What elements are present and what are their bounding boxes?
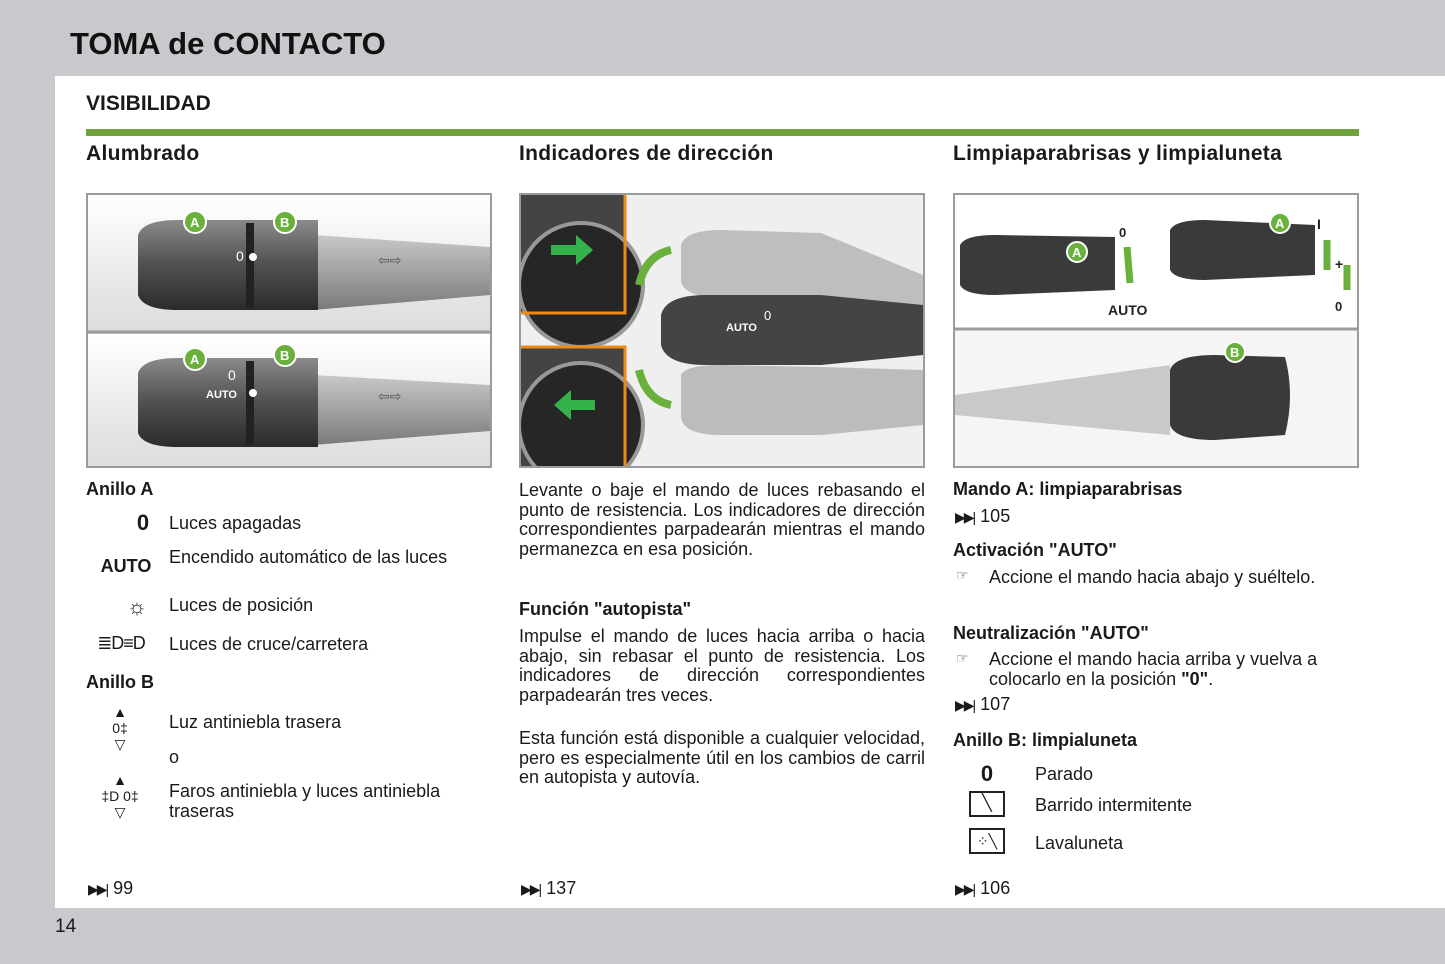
svg-text:+: + xyxy=(1335,256,1344,272)
rear-wiper-item: Barrido intermitente xyxy=(1035,795,1193,815)
rear-wiper-item: Parado xyxy=(1035,764,1094,784)
ring-b-item: Faros antiniebla y luces antiniebla traseras xyxy=(169,781,441,821)
svg-text:B: B xyxy=(1230,345,1240,360)
svg-text:B: B xyxy=(280,215,290,230)
ring-b-item: Luz antiniebla trasera xyxy=(169,712,342,732)
highway-function-text: Impulse el mando de luces hacia arriba o hacia abajo, sin rebasar el punto de resistencia. Los indicadores de dirección correspondientes parpadearán tres veces. xyxy=(519,626,925,705)
ring-b-label: Anillo B xyxy=(86,672,154,692)
hand-pointer-icon: ☞ xyxy=(956,650,969,666)
headlight-icon: ≣D≡D xyxy=(97,633,145,653)
page-ref: ▶▶| 106 xyxy=(955,878,1011,898)
svg-text:AUTO: AUTO xyxy=(726,322,757,334)
rear-fog-icon: ▲ 0‡ ▽ xyxy=(112,704,128,752)
svg-text:0: 0 xyxy=(236,248,244,264)
sidelight-icon: ☼ xyxy=(126,594,148,619)
col3-heading: Limpiaparabrisas y limpialuneta xyxy=(953,142,1283,165)
ref-arrow-icon: ▶▶| xyxy=(955,697,975,713)
ref-arrow-icon: ▶▶| xyxy=(521,881,541,897)
highway-function-text-2: Esta función está disponible a cualquier velocidad, pero es especialmente útil en los cambios de carril en autopista y autovía. xyxy=(519,728,925,787)
lighting-figure xyxy=(86,193,492,468)
ref-arrow-icon: ▶▶| xyxy=(955,881,975,897)
svg-text:A: A xyxy=(190,352,200,367)
lighting-stalk-illustration xyxy=(88,195,490,466)
svg-text:0: 0 xyxy=(228,367,236,383)
svg-text:⇦⇨: ⇦⇨ xyxy=(378,253,402,269)
ring-a-item: Luces de posición xyxy=(169,595,314,615)
col1-heading: Alumbrado xyxy=(86,142,200,165)
svg-text:A: A xyxy=(1275,216,1285,231)
page-ref: ▶▶| 105 xyxy=(955,506,1011,526)
ring-a-item: Luces apagadas xyxy=(169,513,302,533)
ring-a-item: Encendido automático de las luces xyxy=(169,547,448,567)
wiper-control-label: Mando A: limpiaparabrisas xyxy=(953,479,1183,499)
rear-wiper-label: Anillo B: limpialuneta xyxy=(953,730,1138,750)
svg-text:0: 0 xyxy=(1119,225,1127,240)
ref-arrow-icon: ▶▶| xyxy=(955,509,975,525)
svg-text:AUTO: AUTO xyxy=(1108,302,1148,318)
section-divider xyxy=(86,129,1359,136)
auto-activation-label: Activación "AUTO" xyxy=(953,540,1117,560)
auto-deactivation-text: Accione el mando hacia arriba y vuelva a colocarlo en la posición "0". xyxy=(989,649,1318,689)
svg-text:AUTO: AUTO xyxy=(206,389,237,401)
indicator-stalk-illustration xyxy=(521,195,923,466)
ring-a-label: Anillo A xyxy=(86,479,154,499)
auto-deactivation-label: Neutralización "AUTO" xyxy=(953,623,1149,643)
section-title: VISIBILIDAD xyxy=(86,92,211,115)
col2-heading: Indicadores de dirección xyxy=(519,142,774,165)
page-number: 14 xyxy=(55,916,77,937)
page-ref: ▶▶| 107 xyxy=(955,694,1011,714)
svg-text:B: B xyxy=(280,348,290,363)
svg-text:I: I xyxy=(1317,216,1321,232)
svg-text:A: A xyxy=(1072,245,1082,260)
hand-pointer-icon: ☞ xyxy=(956,567,969,583)
page-ref: ▶▶| 137 xyxy=(521,878,577,898)
zero-icon: 0 xyxy=(980,761,994,786)
rear-wiper-item: Lavaluneta xyxy=(1035,833,1124,853)
ref-arrow-icon: ▶▶| xyxy=(88,881,108,897)
ring-b-item: o xyxy=(169,747,180,767)
zero-icon: 0 xyxy=(136,510,150,535)
highway-function-label: Función "autopista" xyxy=(519,599,692,619)
wiper-stalk-illustration xyxy=(955,195,1357,466)
col2-intro: Levante o baje el mando de luces rebasando el punto de resistencia. Los indicadores de dirección correspondientes parpadearán mientras el mando permanezca en esa posición. xyxy=(519,480,925,559)
ring-a-item: Luces de cruce/carretera xyxy=(169,634,369,654)
washer-icon: ⁘╲ xyxy=(969,828,1005,854)
indicators-figure xyxy=(519,193,925,468)
page-ref: ▶▶| 99 xyxy=(88,878,134,898)
wipers-figure xyxy=(953,193,1359,468)
svg-text:0: 0 xyxy=(764,308,772,323)
front-rear-fog-icon: ▲ ‡D 0‡ ▽ xyxy=(101,772,139,820)
wiper-icon: ╲ xyxy=(969,791,1005,817)
auto-icon: AUTO xyxy=(100,556,152,576)
auto-activation-text: Accione el mando hacia abajo y suéltelo. xyxy=(989,567,1316,587)
svg-text:0: 0 xyxy=(1335,299,1343,314)
svg-text:A: A xyxy=(190,215,200,230)
svg-text:⇦⇨: ⇦⇨ xyxy=(378,389,402,405)
page-title: TOMA de CONTACTO xyxy=(70,26,386,61)
